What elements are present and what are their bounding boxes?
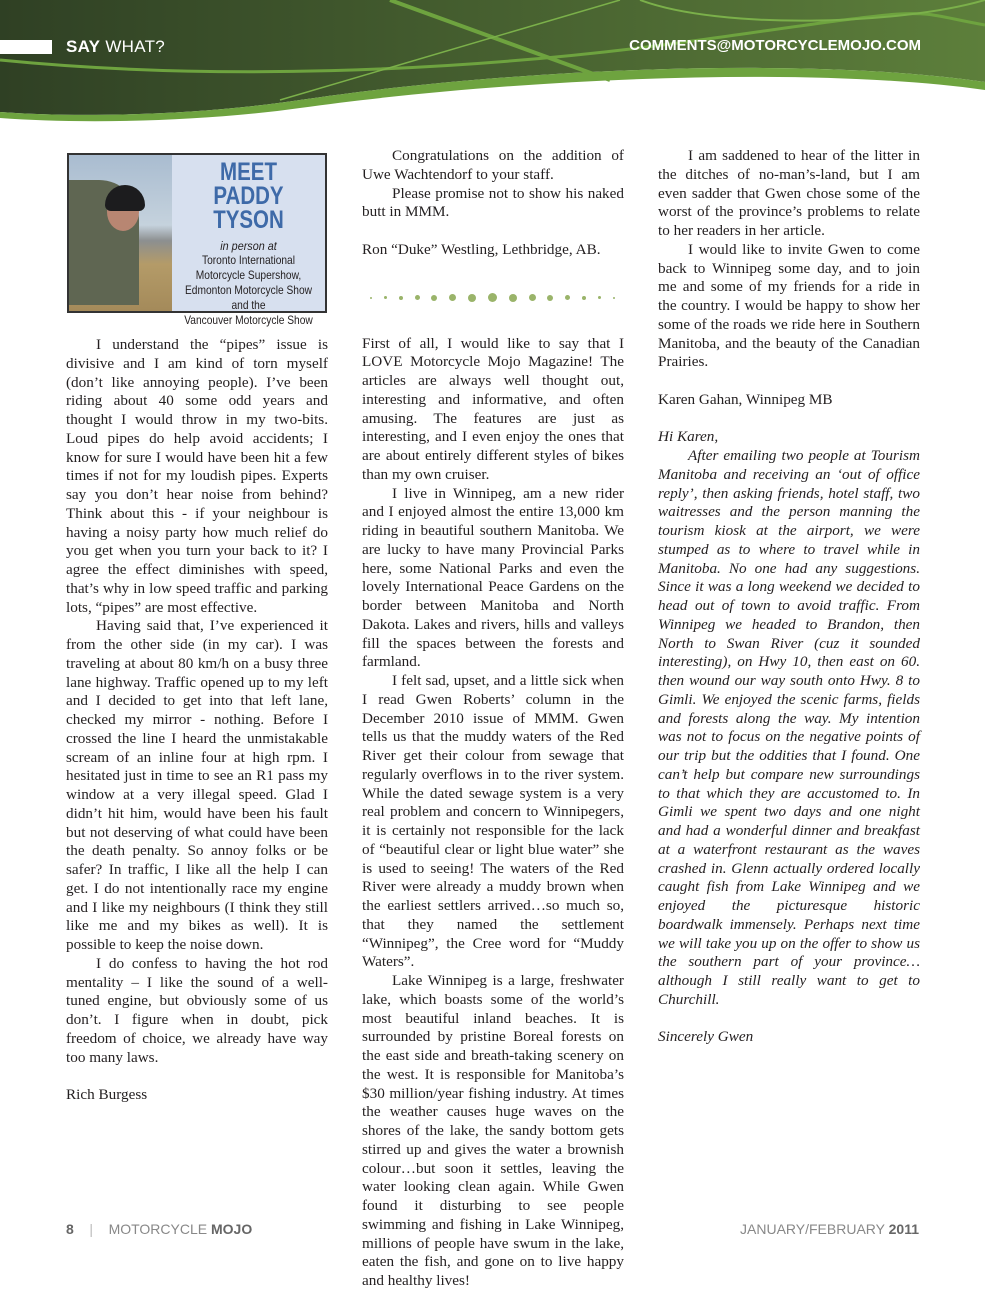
page-number: 8 bbox=[66, 1221, 74, 1237]
section-title bbox=[66, 37, 165, 57]
letter-paragraph: Lake Winnipeg is a large, freshwater lake, which boasts some of the world’s most beautiful inland beaches. It is surrounded by pristine Boreal forests on the east side and breath-taking scenery on the west. It is responsible for Manitoba’s $30 million/year fishing industry. At times the weather causes huge waves on the shores of the lake, the sandy bottom gets stirred up and gives the water a brownish colour…but soon it settles, leaving the water looking clean again. While Gwen found it disturbing to see people swimming and fishing in Lake Winnipeg, millions of people have swum in the lake, eaten the fish, and gone on to live happy and healthy lives! bbox=[362, 972, 624, 1289]
ad-line: Motorcycle Supershow, bbox=[195, 268, 302, 282]
ad-line: and the bbox=[231, 298, 266, 312]
reply-salutation: Hi Karen, bbox=[658, 428, 719, 446]
header-banner bbox=[0, 0, 985, 125]
letter-paragraph: Congratulations on the addition of Uwe Wachtendorf to your staff. bbox=[362, 147, 624, 183]
letter-signature: Ron “Duke” Westling, Lethbridge, AB. bbox=[362, 240, 601, 258]
column-2 bbox=[362, 147, 624, 1291]
ad-photo bbox=[69, 155, 172, 311]
footer-issue bbox=[740, 1221, 919, 1237]
magazine-name: MOTORCYCLE bbox=[108, 1221, 208, 1237]
footer-left bbox=[66, 1221, 252, 1237]
issue-months: JANUARY/FEBRUARY bbox=[740, 1221, 885, 1237]
reply-body: After emailing two people at Tourism Manitoba and receiving an ‘out of office reply’, then asking friends, hotel staff, two waitresses and the person manning the tourism kiosk at the airport, we were stumped as to where to travel while in Manitoba. No one had any suggestions. Since it was a long weekend we decided to head out of town to avoid traffic. From Winnipeg we headed to Brandon, then North to Swan River (cuz it sounded interesting), on Hwy 10, then east on 60. then wound our way south onto Hwy. 8 to Gimli. We enjoyed the scenic farms, fields and forests along the way. My intention was not to focus on the negative points of our trip but the oddities that I found. One can’t help but compare new surroundings to that which they are accustomed to. In Gimli we spent two days and one night and had a wonderful dinner and breakfast at a waterfront restaurant as the waves crashed in. Glenn actually ordered locally caught fish from Lake Winnipeg and we enjoyed the picturesque historic boardwalk immensely. Perhaps next time we will take you up on the offer to show us the southern part of your province…although I still really want to get to Churchill. bbox=[658, 447, 920, 1008]
section-title-bold: SAY bbox=[66, 37, 101, 56]
letter-paragraph: I understand the “pipes” issue is divisive and I am kind of torn myself (don’t like annoying people). I’ve been riding about 40 some odd years and thought I would throw in my two-bits. Loud pipes do help avoid accidents; I know for sure I would have been hit a few times if not for my loudish pipes. Experts say you don’t hear noise from behind? Think about this - if your neighbour is having a noisy party how much relief do you get when you turn your back to it? I agree the effect diminishes with speed, that’s why in low speed traffic and parking lots, “pipes” are most effective. bbox=[66, 336, 328, 616]
comments-email-link[interactable]: COMMENTS@MOTORCYCLEMOJO.COM bbox=[629, 37, 921, 54]
issue-year: 2011 bbox=[888, 1221, 919, 1237]
letter-paragraph: Please promise not to show his naked butt in MMM. bbox=[362, 184, 624, 221]
reply-closing: Sincerely Gwen bbox=[658, 1028, 754, 1046]
footer-separator: | bbox=[89, 1221, 93, 1237]
ad-line: Vancouver Motorcycle Show bbox=[184, 313, 313, 327]
letter-paragraph: I felt sad, upset, and a little sick when I read Gwen Roberts’ column in the December 2010 issue of MMM. Gwen tells us that the muddy waters of the Red River get their colour from sewage that regularly overflows in to the river system. While the dated sewage system is a very real problem and concern to Winnipegers, it is certainly not responsible for the lack of “beautiful clear or light blue water” she is used to seeing! The waters of the Red River were already a muddy brown when the earliest settlers arrived…so much so, that they named the settlement “Winnipeg”, the Cree word for “Muddy Waters”. bbox=[362, 672, 624, 971]
letter-paragraph: First of all, I would like to say that I LOVE Motorcycle Mojo Magazine! The articles are always well thought out, interesting and informative, and often amusing. The features are just as interesting, and I even enjoy the ones that are about entirely different styles of bikes than my own cruiser. bbox=[362, 334, 624, 483]
column-1 bbox=[66, 336, 328, 1105]
letter-paragraph: I do confess to having the hot rod mentality – I like the sound of a well-tuned engine, but obviously some of us don’t. I figure when in doubt, pick freedom of choice, we already have way too many laws. bbox=[66, 954, 328, 1066]
divider-dots bbox=[370, 293, 615, 302]
meet-paddy-tyson-ad[interactable] bbox=[67, 153, 327, 327]
ad-title-1: MEET bbox=[220, 158, 277, 186]
ad-subtitle: in person at bbox=[220, 239, 277, 253]
letter-paragraph: I live in Winnipeg, am a new rider and I enjoyed almost the entire 13,000 km riding in beautiful southern Manitoba. We are lucky to have many Provincial Parks here, some National Parks and even the lovely International Peace Gardens on the border between Manitoba and North Dakota. Lakes and rivers, hills and valleys fill the spaces between the forests and farmland. bbox=[362, 484, 624, 671]
letter-paragraph: I would like to invite Gwen to come back to Winnipeg some day, and to join me and some of my friends for a ride in the country. I would be happy to show her some of the roads we ride here in Southern Manitoba, and the beauty of the Canadian Prairies. bbox=[658, 240, 920, 371]
section-title-rest: WHAT? bbox=[105, 37, 166, 56]
ad-title-2: PADDY TYSON bbox=[213, 182, 284, 234]
letter-paragraph: Having said that, I’ve experienced it from the other side (in my car). I was traveling at about 80 km/h on a busy three lane highway. Traffic opened up to my left and I decided to get into that left lane, checked my mirror - nothing. Before I crossed the line I heard the unmistakable scream of an inline four at high rpm. I hesitated just in time to see an R1 pass my window at a very illegal speed. Glad I didn’t hit him, would have been his fault but not deserving of what could have been the death penalty. So annoy folks or be safer? In traffic, I like all the help I can get. I do not intentionally race my engine and I like my neighbours (I think they still like me and my bikes as well). It is possible to keep the noise down. bbox=[66, 617, 328, 953]
section-marker bbox=[0, 40, 52, 54]
magazine-name-bold: MOJO bbox=[211, 1221, 253, 1237]
letter-signature: Karen Gahan, Winnipeg MB bbox=[658, 390, 833, 408]
ad-line: Toronto International bbox=[202, 253, 295, 267]
letter-signature: Rich Burgess bbox=[66, 1086, 148, 1103]
ad-line: Edmonton Motorcycle Show bbox=[185, 283, 312, 297]
column-3 bbox=[658, 147, 920, 1047]
letter-paragraph: I am saddened to hear of the litter in the ditches of no-man’s-land, but I am even sadder that Gwen chose some of the worst of the province’s problems to relate to her readers in her article. bbox=[658, 147, 920, 239]
